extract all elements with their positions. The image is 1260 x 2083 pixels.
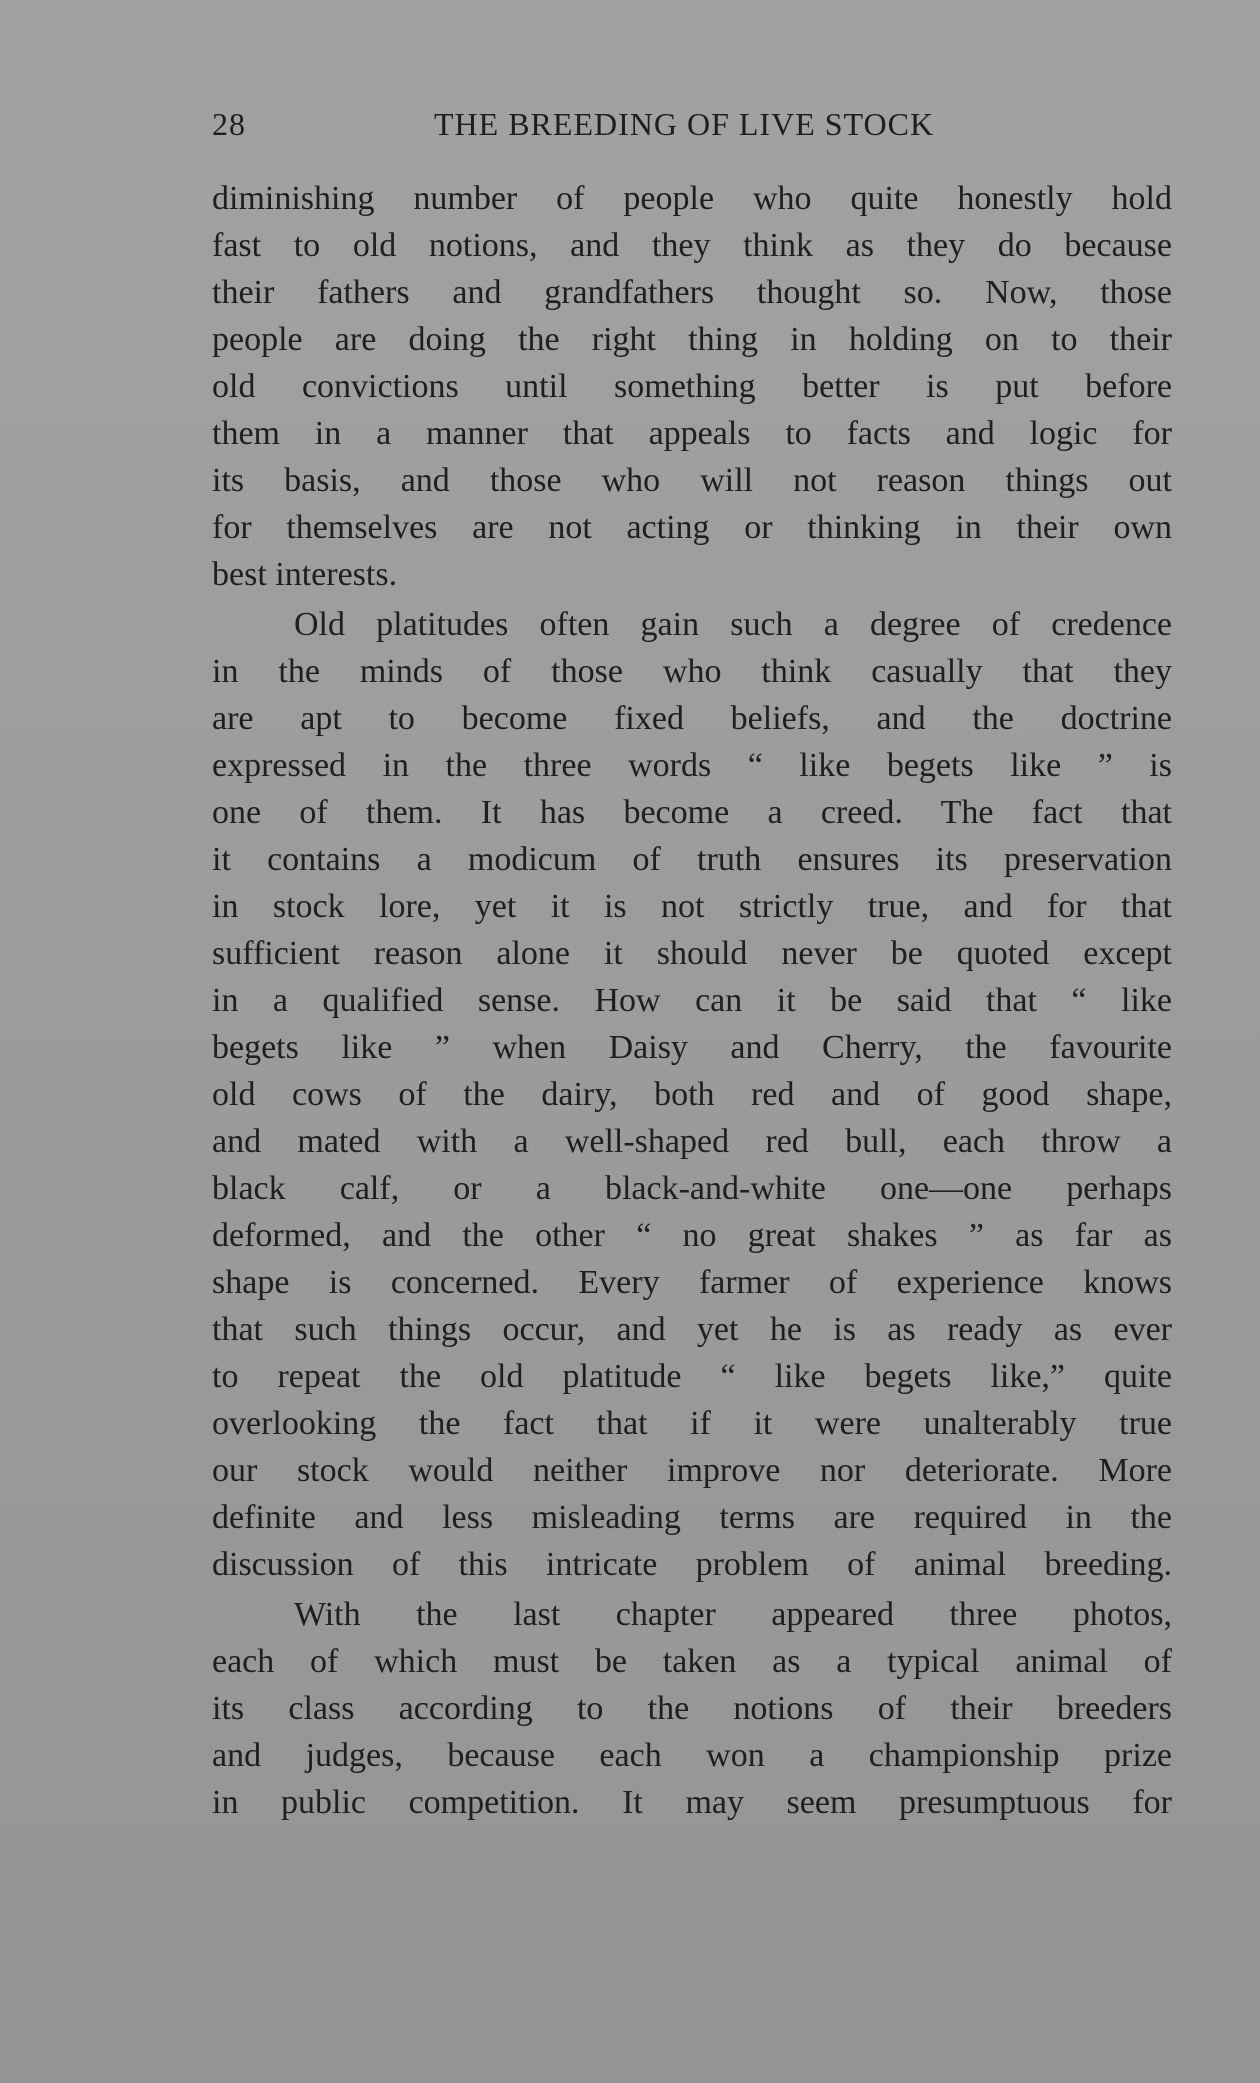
running-head (212, 106, 1172, 146)
paragraph-3 (212, 1591, 1172, 1826)
page-number: 28 (212, 106, 246, 142)
text-line: its class according to the notions of their breeders (212, 1690, 1172, 1727)
text-line: fast to old notions, and they think as they do because (212, 227, 1172, 264)
text-line: it contains a modicum of truth ensures its preservation (212, 841, 1172, 878)
text-line: and judges, because each won a championship prize (212, 1737, 1172, 1774)
text-line: its basis, and those who will not reason things out (212, 462, 1172, 499)
text-line: their fathers and grandfathers thought so. Now, those (212, 274, 1172, 311)
text-line: overlooking the fact that if it were unalterably true (212, 1405, 1172, 1442)
text-line: and mated with a well-shaped red bull, each throw a (212, 1123, 1172, 1160)
text-line: best interests. (212, 556, 398, 593)
text-line: in public competition. It may seem presumptuous for (212, 1784, 1172, 1821)
text-line: discussion of this intricate problem of animal breeding. (212, 1546, 1172, 1583)
text-line: are apt to become fixed beliefs, and the doctrine (212, 700, 1172, 737)
text-line: in the minds of those who think casually that they (212, 653, 1172, 690)
text-line: that such things occur, and yet he is as ready as ever (212, 1311, 1172, 1348)
text-line: definite and less misleading terms are required in the (212, 1499, 1172, 1536)
text-line: sufficient reason alone it should never be quoted except (212, 935, 1172, 972)
body-text (212, 175, 1172, 1826)
text-line: old convictions until something better is put before (212, 368, 1172, 405)
text-line: deformed, and the other “ no great shakes ” as far as (212, 1217, 1172, 1254)
text-line: With the last chapter appeared three photos, (294, 1596, 1172, 1633)
text-line: diminishing number of people who quite honestly hold (212, 180, 1172, 217)
text-line: shape is concerned. Every farmer of experience knows (212, 1264, 1172, 1301)
text-line: old cows of the dairy, both red and of good shape, (212, 1076, 1172, 1113)
text-line: each of which must be taken as a typical animal of (212, 1643, 1172, 1680)
text-line: people are doing the right thing in holding on to their (212, 321, 1172, 358)
running-title: THE BREEDING OF LIVE STOCK (434, 106, 935, 142)
text-line: black calf, or a black-and-white one—one perhaps (212, 1170, 1172, 1207)
text-line: expressed in the three words “ like begets like ” is (212, 747, 1172, 784)
paragraph-1 (212, 175, 1172, 598)
text-line: our stock would neither improve nor deteriorate. More (212, 1452, 1172, 1489)
paragraph-2 (212, 601, 1172, 1588)
text-line: them in a manner that appeals to facts and logic for (212, 415, 1172, 452)
text-line: begets like ” when Daisy and Cherry, the favourite (212, 1029, 1172, 1066)
text-line: in a qualified sense. How can it be said that “ like (212, 982, 1172, 1019)
text-line: one of them. It has become a creed. The fact that (212, 794, 1172, 831)
text-line: to repeat the old platitude “ like begets like,” quite (212, 1358, 1172, 1395)
text-line: in stock lore, yet it is not strictly true, and for that (212, 888, 1172, 925)
text-line: for themselves are not acting or thinking in their own (212, 509, 1172, 546)
text-line: Old platitudes often gain such a degree of credence (294, 606, 1172, 643)
